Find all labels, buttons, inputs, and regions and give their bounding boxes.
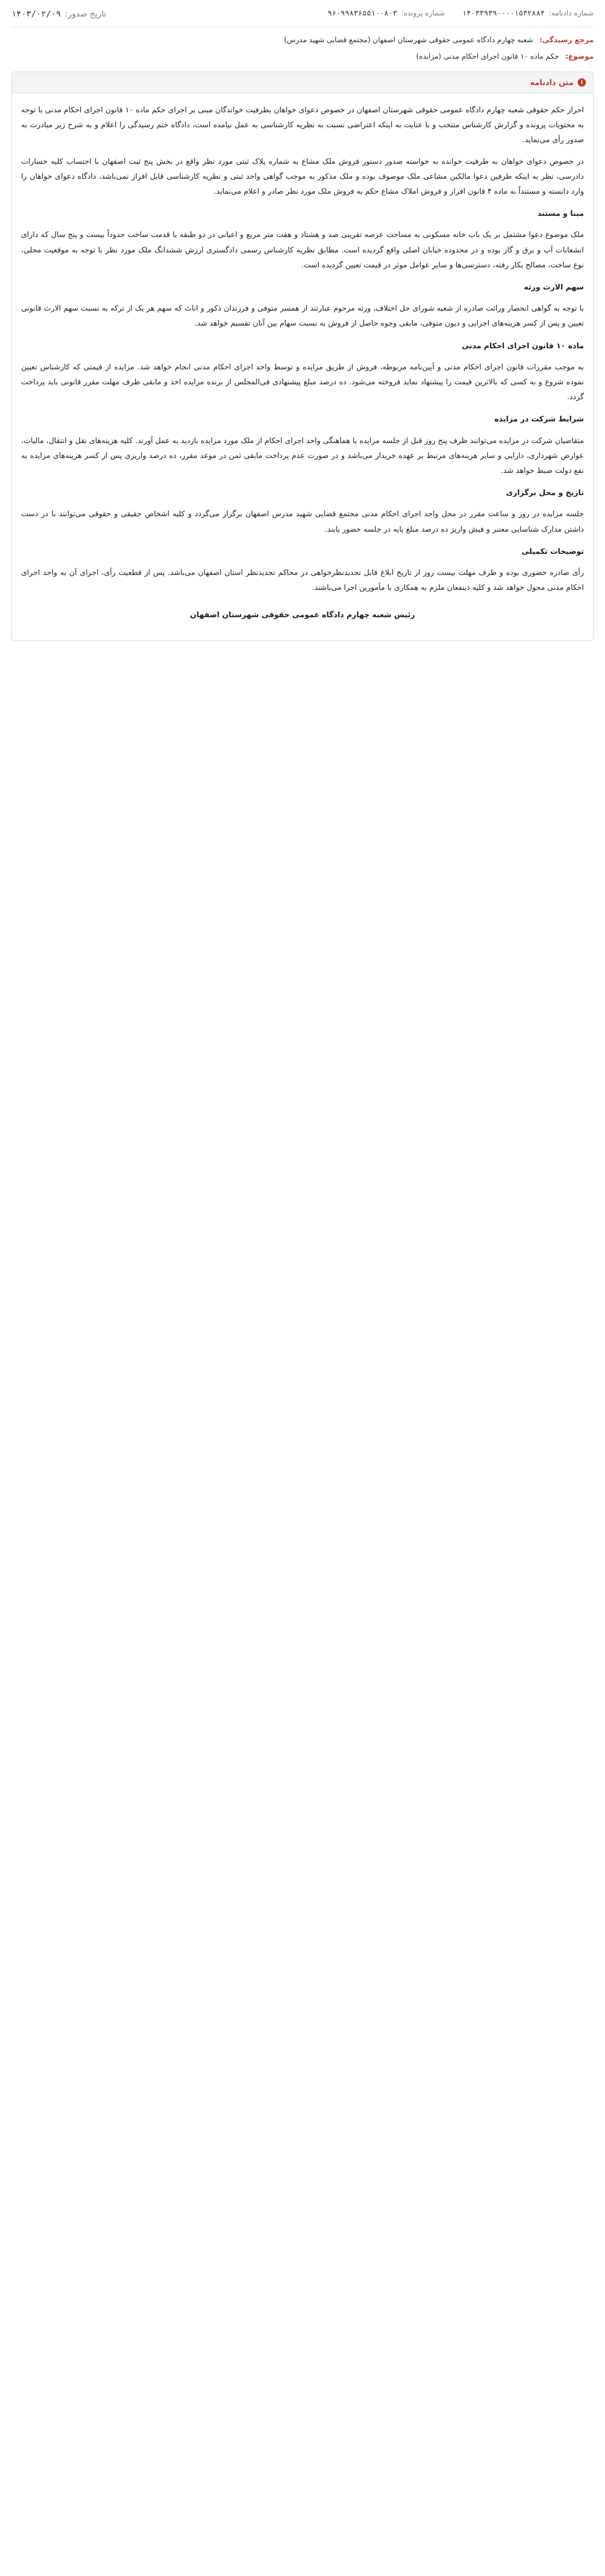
paragraph: رأی صادره حضوری بوده و ظرف مهلت بیست روز از تاریخ ابلاغ قابل تجدیدنظرخواهی در محاکم تجدیدنظر استان اصفهان می‌باشد. پس از قطعیت رأی، اجرای آن به واحد اجرای احکام مدنی محول خواهد شد و کلیه ذینفعان ملزم به همکاری با مأمورین اجرا می‌باشند. [21, 568, 584, 592]
verdict-body [12, 93, 593, 640]
case-number-meta [328, 9, 445, 18]
subject-label: موضوع: [565, 53, 594, 61]
case-number-value: ۹۶۰۹۹۸۳۶۵۵۱۰۰۸۰۳ [327, 9, 397, 18]
verdict-card [11, 72, 594, 641]
issue-date-value: ۱۴۰۳/۰۲/۰۹ [11, 8, 61, 19]
section-heading: ماده ۱۰ قانون اجرای احکام مدنی [462, 341, 584, 350]
section-heading: مبنا و مستند [537, 209, 584, 218]
issue-date-label: تاریخ صدور: [65, 8, 107, 19]
subject-line [11, 50, 594, 66]
court-value: شعبه چهارم دادگاه عمومی حقوقی شهرستان اصفهان (مجتمع قضایی شهید مدرس) [284, 36, 533, 44]
spacer [21, 601, 584, 607]
court-line [11, 27, 594, 50]
code-label: شماره دادنامه: [549, 9, 594, 18]
section-heading: توضیحات تکمیلی [522, 547, 584, 556]
case-number-label: شماره پرونده: [401, 9, 445, 18]
paragraph: احراز حکم حقوقی شعبه چهارم دادگاه عمومی حقوقی شهرستان اصفهان در خصوص دعوای خواهان بطرفیت خواندگان مبنی بر اجرای حکم ماده ۱۰ قانون اجرای احکام مدنی با توجه به محتویات پرونده و گزارش کارشناس منتخب و با عنایت به اینکه اعتراضی نسبت به نظریه کارشناسی به عمل نیامده است، دادگاه ختم رسیدگی را اعلام و به شرح زیر مبادرت به صدور رأی می‌نماید. [21, 106, 584, 145]
court-label: مرجع رسیدگی: [539, 36, 594, 44]
paragraph: ملک موضوع دعوا مشتمل بر یک باب خانه مسکونی به مساحت عرصه تقریبی صد و هشتاد و هفت متر مربع و اعیانی در دو طبقه با قدمت ساخت حدوداً بیست و پنج سال که دارای انشعابات آب و برق و گاز بوده و در محدوده خیابان اصلی واقع گردیده است. مطابق نظریه کارشناس رسمی دادگستری ارزش ششدانگ ملک مورد نظر با توجه به موقعیت محلی، نوع ساخت، مصالح بکار رفته، دسترسی‌ها و سایر عوامل موثر در قیمت تعیین گردیده است. [21, 230, 584, 269]
signature-line: رئیس شعبه چهارم دادگاه عمومی حقوقی شهرستان اصفهان [190, 611, 415, 620]
subject-value: حکم ماده ۱۰ قانون اجرای احکام مدنی (مزایده) [416, 53, 559, 61]
section-heading: شرایط شرکت در مزایده [494, 415, 584, 424]
paragraph: با توجه به گواهی انحصار وراثت صادره از شعبه شورای حل اختلاف، ورثه مرحوم عبارتند از همسر متوفی و فرزندان ذکور و اناث که سهم هر یک از ترکه به نسبت سهم الارث قانونی تعیین و پس از کسر هزینه‌های اجرایی و دیون متوفی، مابقی وجوه حاصل از فروش به نسبت سهام بین آنان تقسیم خواهد شد. [21, 304, 584, 328]
paragraph: به موجب مقررات قانون اجرای احکام مدنی و آیین‌نامه مربوطه، فروش از طریق مزایده و توسط واحد اجرای احکام مدنی انجام خواهد شد. مزایده از قیمتی که کارشناس تعیین نموده شروع و به کسی که بالاترین قیمت را پیشنهاد نماید فروخته می‌شود. ده درصد مبلغ پیشنهادی فی‌المجلس از برنده مزایده اخذ و مابقی ظرف مهلت مقرر قانونی باید پرداخت گردد. [21, 362, 584, 402]
code-value: ۱۴۰۳۳۹۳۹۰۰۰۰۱۵۳۲۸۸۴ [462, 9, 545, 18]
paragraph: جلسه مزایده در روز و ساعت مقرر در محل واحد اجرای احکام مدنی مجتمع قضایی شهید مدرس اصفهان برگزار می‌گردد و کلیه اشخاص حقیقی و حقوقی می‌توانند با در دست داشتن مدارک شناسایی معتبر و فیش واریز ده درصد مبلغ پایه در جلسه حضور یابند. [21, 510, 584, 534]
section-heading: تاریخ و محل برگزاری [506, 488, 584, 498]
meta-right [328, 9, 594, 18]
code-meta [462, 9, 594, 18]
section-heading: سهم الارث ورثه [524, 283, 584, 292]
info-icon: i [578, 78, 586, 87]
verdict-card-title: متن دادنامه [530, 78, 574, 87]
document-header [11, 0, 594, 27]
paragraph: در خصوص دعوای خواهان به طرفیت خوانده به خواسته صدور دستور فروش ملک مشاع به شماره پلاک ثبتی مورد نظر واقع در بخش پنج ثبت اصفهان با احتساب کلیه خسارات دادرسی، نظر به اینکه طرفین دعوا مالکین مشاعی ملک موصوف بوده و ملک مذکور به موجب گواهی واحد ثبتی و نظریه کارشناسی قابل افراز نمی‌باشد، دادگاه دعوای خواهان را وارد دانسته و مستنداً به ماده ۴ قانون افراز و فروش املاک مشاع حکم به فروش ملک مورد نظر صادر و اعلام می‌نماید. [21, 157, 584, 196]
paragraph: متقاضیان شرکت در مزایده می‌توانند ظرف پنج روز قبل از جلسه مزایده با هماهنگی واحد اجرای احکام از ملک مورد مزایده بازدید به عمل آورند. کلیه هزینه‌های نقل و انتقال، مالیات، عوارض شهرداری، دارایی و سایر هزینه‌های مرتبط بر عهده خریدار می‌باشد و در صورت عدم پرداخت مابقی ثمن در موعد مقرر، ده درصد واریزی پس از کسر هزینه‌های مزایده به نفع دولت ضبط خواهد شد. [21, 436, 584, 476]
issue-date-meta [11, 9, 106, 19]
verdict-card-header [12, 72, 593, 93]
